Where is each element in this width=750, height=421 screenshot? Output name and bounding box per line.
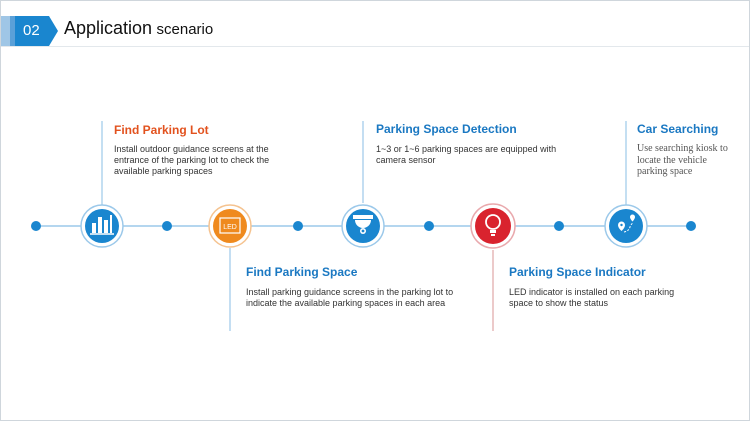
timeline-dot-2 — [162, 221, 172, 231]
timeline-diagram — [1, 1, 749, 420]
step-4-title: Parking Space Indicator — [509, 265, 646, 279]
camera-sensor-icon — [342, 205, 384, 247]
step-4-description: LED indicator is installed on each parking space to show the status — [509, 287, 675, 308]
step-2-description: Install parking guidance screens in the parking lot to indicate the available parking spaces in each area — [246, 287, 454, 308]
step-5-title: Car Searching — [637, 122, 719, 136]
led-screen-icon — [209, 205, 251, 247]
step-5-description: Use searching kiosk to locate the vehicle parking space — [637, 143, 728, 177]
map-route-icon — [605, 205, 647, 247]
step-1-title: Find Parking Lot — [114, 123, 209, 137]
step-3-description: 1~3 or 1~6 parking spaces are equipped with camera sensor — [376, 144, 557, 165]
timeline-dot-6 — [686, 221, 696, 231]
timeline-dot-3 — [293, 221, 303, 231]
timeline-dot-1 — [31, 221, 41, 231]
timeline-dot-4 — [424, 221, 434, 231]
section-number-badge: 02 — [15, 16, 49, 46]
led-label: LED — [223, 224, 237, 231]
led-indicator-icon — [471, 204, 515, 248]
parking-lot-icon — [81, 205, 123, 247]
title-main: Application — [64, 18, 153, 38]
step-1-description: Install outdoor guidance screens at the entrance of the parking lot to check the available parking spaces — [114, 144, 270, 176]
step-2-title: Find Parking Space — [246, 265, 358, 279]
step-3-title: Parking Space Detection — [376, 122, 517, 136]
title-sub: scenario — [156, 21, 214, 38]
timeline-dot-5 — [554, 221, 564, 231]
